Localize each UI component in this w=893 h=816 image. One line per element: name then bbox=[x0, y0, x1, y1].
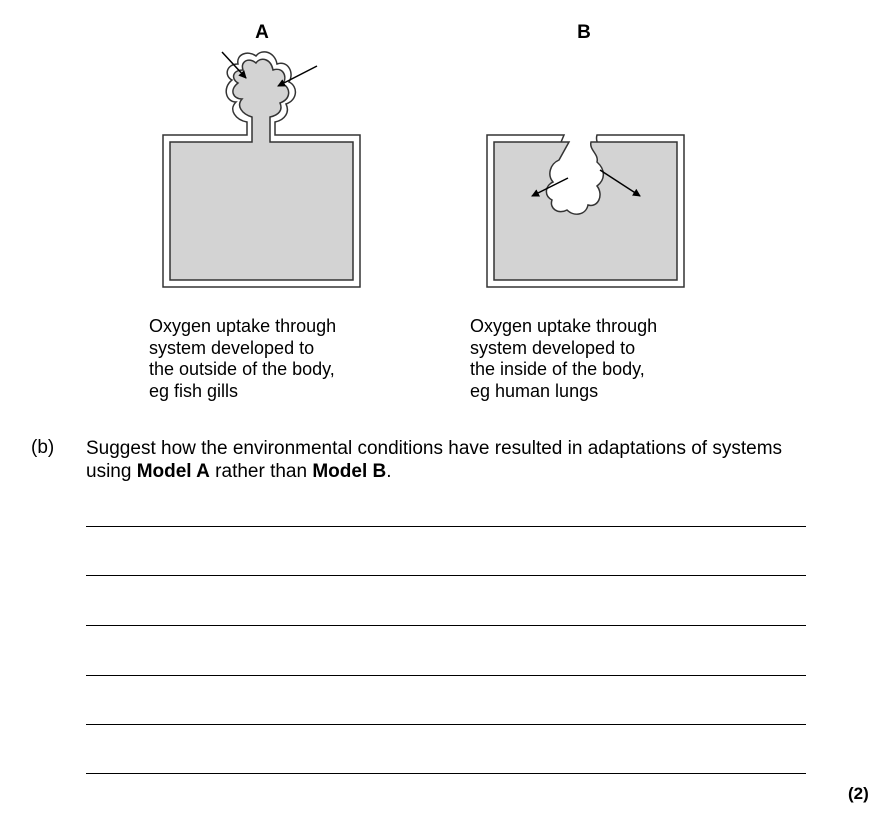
model-a-emphasis: Model A bbox=[136, 461, 210, 482]
marks-indicator: (2) bbox=[848, 784, 869, 803]
model-b-caption-line: the inside of the body, bbox=[470, 359, 645, 379]
question-number: (b) bbox=[31, 437, 55, 458]
model-a-body-inner bbox=[170, 59, 353, 280]
answer-line[interactable] bbox=[86, 773, 806, 774]
model-a-label: A bbox=[255, 22, 269, 43]
model-b-label: B bbox=[577, 22, 591, 43]
answer-line[interactable] bbox=[86, 526, 806, 527]
question-text bbox=[86, 437, 826, 483]
model-b-caption-line: Oxygen uptake through bbox=[470, 316, 658, 336]
answer-line[interactable] bbox=[86, 675, 806, 676]
model-a-caption bbox=[149, 316, 429, 402]
model-b-caption bbox=[470, 316, 750, 402]
model-b-caption-line: system developed to bbox=[470, 337, 636, 358]
question-text-part: rather than bbox=[209, 461, 313, 482]
model-a-caption-line: the outside of the body, bbox=[149, 359, 335, 379]
question-text-part: . bbox=[386, 461, 392, 482]
model-b-body-inner bbox=[494, 142, 677, 280]
answer-line[interactable] bbox=[86, 575, 806, 576]
model-b-emphasis: Model B bbox=[312, 461, 387, 482]
model-b-figure bbox=[487, 135, 684, 287]
answer-line[interactable] bbox=[86, 724, 806, 725]
question-text-part: Suggest how the environmental conditions have resulted in adaptations of systems using bbox=[86, 438, 783, 482]
model-b-caption-line: eg human lungs bbox=[470, 380, 599, 401]
model-a-caption-line: eg fish gills bbox=[149, 380, 239, 401]
answer-line[interactable] bbox=[86, 625, 806, 626]
model-a-caption-line: system developed to bbox=[149, 337, 315, 358]
model-a-caption-line: Oxygen uptake through bbox=[149, 316, 337, 336]
model-a-figure bbox=[163, 52, 360, 287]
